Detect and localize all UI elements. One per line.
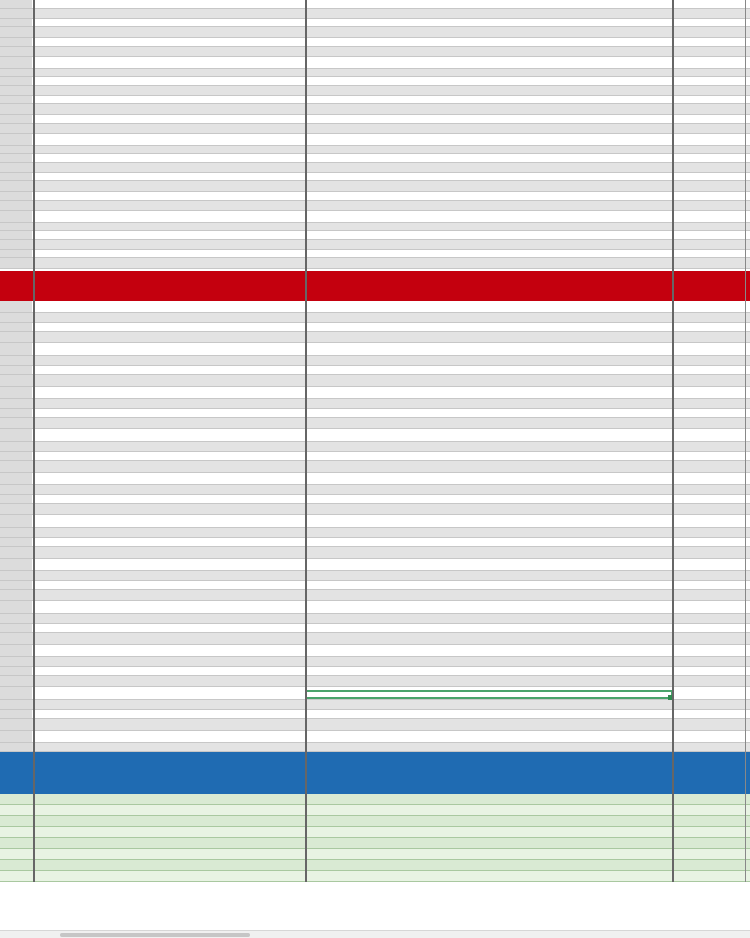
table-row[interactable]: [0, 581, 750, 590]
table-row[interactable]: [0, 485, 750, 495]
row-header[interactable]: [0, 687, 32, 699]
row-header[interactable]: [0, 614, 32, 623]
row-header[interactable]: [0, 19, 32, 26]
row-header[interactable]: [0, 559, 32, 570]
table-row[interactable]: [0, 38, 750, 47]
table-row[interactable]: [0, 849, 750, 860]
row-header[interactable]: [0, 173, 32, 180]
table-row[interactable]: [0, 231, 750, 240]
row-header[interactable]: [0, 192, 32, 200]
scrollbar-thumb[interactable]: [60, 933, 250, 937]
table-row[interactable]: [0, 538, 750, 547]
row-header[interactable]: [0, 676, 32, 686]
row-header[interactable]: [0, 418, 32, 428]
row-header[interactable]: [0, 69, 32, 76]
row-header[interactable]: [0, 601, 32, 613]
row-header[interactable]: [0, 77, 32, 85]
table-row[interactable]: [0, 571, 750, 581]
row-header[interactable]: [0, 86, 32, 95]
table-row[interactable]: [0, 240, 750, 250]
table-row[interactable]: [0, 559, 750, 571]
table-row[interactable]: [0, 731, 750, 743]
row-header[interactable]: [0, 9, 32, 18]
table-row[interactable]: [0, 323, 750, 332]
row-header[interactable]: [0, 57, 32, 68]
table-row[interactable]: [0, 838, 750, 849]
table-row[interactable]: [0, 700, 750, 710]
row-header[interactable]: [0, 590, 32, 600]
row-header[interactable]: [0, 710, 32, 718]
row-header[interactable]: [0, 429, 32, 441]
table-row[interactable]: [0, 827, 750, 838]
table-row[interactable]: [0, 614, 750, 624]
table-row[interactable]: [0, 860, 750, 871]
row-header[interactable]: [0, 624, 32, 632]
table-row[interactable]: [0, 442, 750, 452]
table-row[interactable]: [0, 645, 750, 657]
table-row[interactable]: [0, 495, 750, 504]
table-row[interactable]: [0, 667, 750, 676]
table-row[interactable]: [0, 301, 750, 313]
table-row[interactable]: [0, 0, 750, 9]
row-header[interactable]: [0, 250, 32, 257]
table-row[interactable]: [0, 710, 750, 719]
row-header[interactable]: [0, 96, 32, 103]
red-header-cell-b[interactable]: [37, 271, 305, 301]
table-row[interactable]: [0, 313, 750, 323]
row-header[interactable]: [0, 700, 32, 709]
row-header[interactable]: [0, 571, 32, 580]
row-header[interactable]: [0, 115, 32, 123]
table-row[interactable]: [0, 366, 750, 375]
row-header[interactable]: [0, 0, 32, 8]
row-header[interactable]: [0, 258, 32, 268]
table-row[interactable]: [0, 69, 750, 77]
row-header[interactable]: [0, 667, 32, 675]
row-header[interactable]: [0, 104, 32, 114]
table-row[interactable]: [0, 250, 750, 258]
row-header[interactable]: [0, 461, 32, 472]
table-row[interactable]: [0, 343, 750, 356]
table-row[interactable]: [0, 19, 750, 27]
table-row[interactable]: [0, 223, 750, 231]
red-header-cell-d[interactable]: [674, 271, 750, 301]
row-header[interactable]: [0, 375, 32, 386]
row-header[interactable]: [0, 409, 32, 417]
table-row[interactable]: [0, 387, 750, 399]
table-row[interactable]: [0, 547, 750, 559]
table-row[interactable]: [0, 86, 750, 96]
table-row[interactable]: [0, 173, 750, 181]
table-row[interactable]: [0, 871, 750, 882]
row-header[interactable]: [0, 38, 32, 46]
row-header[interactable]: [0, 301, 32, 312]
table-row[interactable]: [0, 409, 750, 418]
table-row[interactable]: [0, 332, 750, 343]
table-row[interactable]: [0, 163, 750, 173]
row-header[interactable]: [0, 366, 32, 374]
row-header[interactable]: [0, 356, 32, 365]
blue-header-cell-b[interactable]: [37, 752, 305, 794]
table-row[interactable]: [0, 77, 750, 86]
row-header[interactable]: [0, 731, 32, 742]
blue-header-cell-c[interactable]: [306, 752, 672, 794]
table-row[interactable]: [0, 57, 750, 69]
row-header[interactable]: [0, 332, 32, 342]
row-header[interactable]: [0, 547, 32, 558]
row-header[interactable]: [0, 231, 32, 239]
row-header[interactable]: [0, 485, 32, 494]
row-header[interactable]: [0, 743, 32, 751]
row-header[interactable]: [0, 657, 32, 666]
row-header[interactable]: [0, 515, 32, 527]
table-row[interactable]: [0, 146, 750, 154]
row-header[interactable]: [0, 47, 32, 56]
row-header[interactable]: [0, 134, 32, 145]
table-row[interactable]: [0, 181, 750, 192]
row-header[interactable]: [0, 163, 32, 172]
row-header[interactable]: [0, 181, 32, 191]
row-header[interactable]: [0, 223, 32, 230]
column-divider: [745, 0, 746, 882]
row-header[interactable]: [0, 495, 32, 503]
table-row[interactable]: [0, 805, 750, 816]
table-row[interactable]: [0, 429, 750, 442]
table-row[interactable]: [0, 601, 750, 614]
row-header[interactable]: [0, 343, 32, 355]
table-row[interactable]: [0, 104, 750, 115]
column-divider: [33, 0, 35, 882]
row-header[interactable]: [0, 211, 32, 222]
row-header[interactable]: [0, 27, 32, 37]
table-row[interactable]: [0, 504, 750, 515]
table-row[interactable]: [0, 633, 750, 645]
row-header[interactable]: [0, 528, 32, 537]
column-divider: [305, 0, 307, 882]
table-row[interactable]: [0, 794, 750, 805]
row-header[interactable]: [0, 146, 32, 153]
row-header[interactable]: [0, 323, 32, 331]
table-row[interactable]: [0, 124, 750, 134]
row-header[interactable]: [0, 645, 32, 656]
table-row[interactable]: [0, 473, 750, 485]
column-divider: [672, 0, 674, 882]
row-header[interactable]: [0, 124, 32, 133]
row-header[interactable]: [0, 313, 32, 322]
row-header[interactable]: [0, 538, 32, 546]
table-row[interactable]: [0, 452, 750, 461]
table-row[interactable]: [0, 356, 750, 366]
table-row[interactable]: [0, 676, 750, 687]
table-row[interactable]: [0, 258, 750, 269]
table-row[interactable]: [0, 461, 750, 473]
table-row[interactable]: [0, 27, 750, 38]
section-header-red[interactable]: [0, 271, 750, 301]
table-row[interactable]: [0, 375, 750, 387]
row-header[interactable]: [0, 387, 32, 398]
table-row[interactable]: [0, 47, 750, 57]
table-row[interactable]: [0, 201, 750, 211]
table-row[interactable]: [0, 590, 750, 601]
table-row[interactable]: [0, 418, 750, 429]
row-header[interactable]: [0, 240, 32, 249]
table-row[interactable]: [0, 528, 750, 538]
table-row[interactable]: [0, 211, 750, 223]
row-header[interactable]: [0, 633, 32, 644]
table-row[interactable]: [0, 9, 750, 19]
section-header-blue[interactable]: [0, 752, 750, 794]
row-header[interactable]: [0, 399, 32, 408]
row-header[interactable]: [0, 452, 32, 460]
table-row[interactable]: [0, 115, 750, 124]
table-row[interactable]: [0, 134, 750, 146]
table-row[interactable]: [0, 154, 750, 163]
horizontal-scrollbar[interactable]: [0, 930, 750, 938]
row-header[interactable]: [0, 442, 32, 451]
table-row[interactable]: [0, 816, 750, 827]
table-row[interactable]: [0, 96, 750, 104]
row-header[interactable]: [0, 504, 32, 514]
row-header[interactable]: [0, 581, 32, 589]
red-header-cell-c[interactable]: [306, 271, 672, 301]
row-header[interactable]: [0, 473, 32, 484]
selected-cell[interactable]: [305, 690, 673, 699]
row-header[interactable]: [0, 154, 32, 162]
table-row[interactable]: [0, 515, 750, 528]
row-header[interactable]: [0, 201, 32, 210]
table-row[interactable]: [0, 657, 750, 667]
row-header[interactable]: [0, 719, 32, 730]
table-row[interactable]: [0, 399, 750, 409]
table-row[interactable]: [0, 743, 750, 752]
table-row[interactable]: [0, 624, 750, 633]
table-row[interactable]: [0, 192, 750, 201]
table-row[interactable]: [0, 719, 750, 731]
